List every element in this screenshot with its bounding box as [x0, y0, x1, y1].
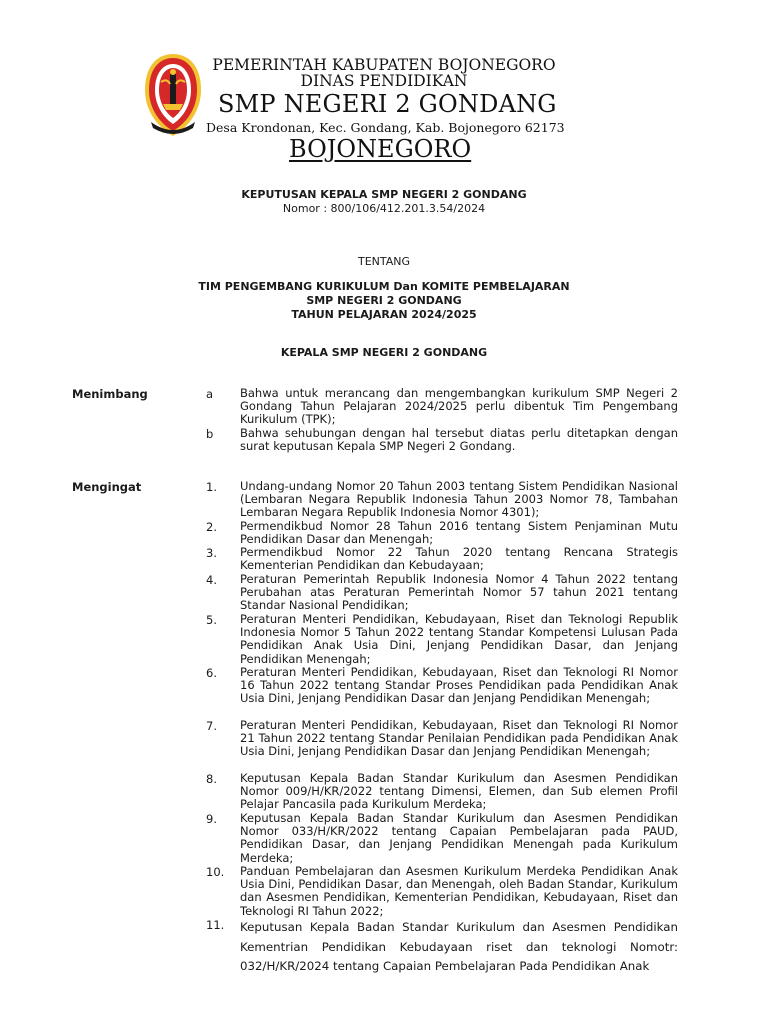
city-name: BOJONEGORO [289, 135, 472, 163]
item-text: Keputusan Kepala Badan Standar Kurikulum dan Asesmen Pendidikan Kementrian Pendidikan Kebudayaan riset dan teknologi Nomotr: 032/H/KR/2024 tentang Capaian Pembelajaran Pada Pendidikan Anak [240, 920, 678, 973]
item-number: 2. [206, 520, 217, 534]
item-number: 3. [206, 546, 217, 560]
decree-heading: KEPUTUSAN KEPALA SMP NEGERI 2 GONDANG [241, 188, 527, 201]
item-number: 9. [206, 812, 217, 826]
item-number: 5. [206, 613, 217, 627]
decree-subject-line-2: SMP NEGERI 2 GONDANG [306, 294, 462, 307]
decree-subject-line-3: TAHUN PELAJARAN 2024/2025 [291, 308, 477, 321]
item-marker: a [206, 387, 214, 401]
government-name: PEMERINTAH KABUPATEN BOJONEGORO [212, 56, 556, 74]
item-text: Keputusan Kepala Badan Standar Kurikulum dan Asesmen Pendidikan Nomor 009/H/KR/2022 tentang Dimensi, Elemen, dan Sub elemen Profil Pelajar Pancasila pada Kurikulum Merdeka; [240, 771, 678, 812]
item-text: Undang-undang Nomor 20 Tahun 2003 tentang Sistem Pendidikan Nasional (Lembaran Negara Republik Indonesia Tahun 2003 Nomor 78, Tambahan Lembaran Negara Republik Indonesia Nomor 4301); [240, 479, 678, 520]
item-number: 10. [206, 865, 225, 879]
school-name: SMP NEGERI 2 GONDANG [218, 90, 557, 118]
item-text: Keputusan Kepala Badan Standar Kurikulum dan Asesmen Pendidikan Nomor 033/H/KR/2022 tentang Capaian Pembelajaran pada PAUD, Pendidikan Dasar, dan Jenjang Pendidikan Menengah pada Kurikulum Merdeka; [240, 811, 678, 865]
item-text: Panduan Pembelajaran dan Asesmen Kurikulum Merdeka Pendidikan Anak Usia Dini, Pendidikan Dasar, dan Menengah, oleh Badan Standar, Kurikulum dan Asesmen Pendidikan, Kementerian Pendidikan, Kebudayaan, Riset dan Teknologi RI Tahun 2022; [240, 864, 678, 918]
item-number: 1. [206, 480, 217, 494]
item-number: 8. [206, 772, 217, 786]
item-text: Peraturan Menteri Pendidikan, Kebudayaan, Riset dan Teknologi RI Nomor 21 Tahun 2022 tentang Standar Penilaian Pendidikan pada Pendidikan Anak Usia Dini, Jenjang Pendidikan Dasar dan Jenjang Pendidikan Menengah; [240, 718, 678, 759]
menimbang-label: Menimbang [72, 387, 148, 401]
item-number: 7. [206, 719, 217, 733]
item-text: Peraturan Menteri Pendidikan, Kebudayaan, Riset dan Teknologi Republik Indonesia Nomor 5 Tahun 2022 tentang Standar Kompetensi Lulusan Pada Pendidikan Anak Usia Dini, Jenjang Pendidikan Dasar, dan Jenjang Pendidikan Menengah; [240, 612, 678, 666]
item-number: 6. [206, 666, 217, 680]
tentang-label: TENTANG [357, 255, 411, 268]
school-address: Desa Krondonan, Kec. Gondang, Kab. Bojonegoro 62173 [206, 120, 565, 135]
item-number: 11. [206, 918, 225, 932]
item-text: Permendikbud Nomor 22 Tahun 2020 tentang Rencana Strategis Kementerian Pendidikan dan Kebudayaan; [240, 545, 678, 573]
item-number: 4. [206, 573, 217, 587]
official-title: KEPALA SMP NEGERI 2 GONDANG [280, 346, 488, 359]
item-text: Peraturan Pemerintah Republik Indonesia Nomor 4 Tahun 2022 tentang Perubahan atas Peraturan Pemerintah Nomor 57 tahun 2021 tentang Standar Nasional Pendidikan; [240, 572, 678, 613]
item-text: Bahwa untuk merancang dan mengembangkan kurikulum SMP Negeri 2 Gondang Tahun Pelajaran 2024/2025 perlu dibentuk Tim Pengembang Kurikulum (TPK); [240, 386, 678, 427]
item-text: Bahwa sehubungan dengan hal tersebut diatas perlu ditetapkan dengan surat keputusan Kepala SMP Negeri 2 Gondang. [240, 426, 678, 454]
decree-subject-line-1: TIM PENGEMBANG KURIKULUM Dan KOMITE PEMBELAJARAN [198, 280, 570, 293]
department-name: DINAS PENDIDIKAN [300, 72, 468, 90]
item-marker: b [206, 427, 214, 441]
item-text: Peraturan Menteri Pendidikan, Kebudayaan, Riset dan Teknologi RI Nomor 16 Tahun 2022 tentang Standar Proses Pendidikan pada Pendidikan Anak Usia Dini, Jenjang Pendidikan Dasar dan Jenjang Pendidikan Menengah; [240, 665, 678, 706]
mengingat-label: Mengingat [72, 480, 142, 494]
bojonegoro-regency-emblem [143, 52, 203, 138]
decree-number: Nomor : 800/106/412.201.3.54/2024 [282, 202, 486, 215]
item-text: Permendikbud Nomor 28 Tahun 2016 tentang Sistem Penjaminan Mutu Pendidikan Dasar dan Menengah; [240, 519, 678, 547]
